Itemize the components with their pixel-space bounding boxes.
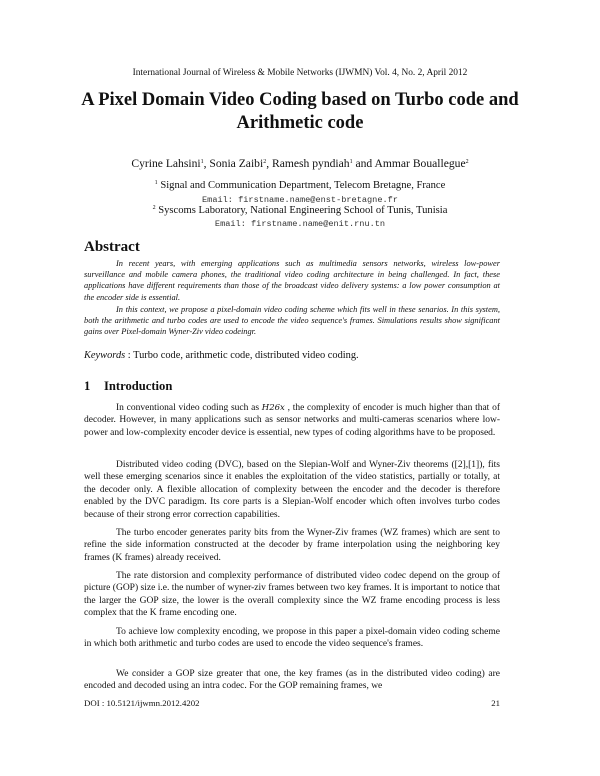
author-separator: and	[352, 157, 375, 170]
footer-doi: DOI : 10.5121/ijwmn.2012.4202	[84, 698, 200, 708]
affiliation-1-email: Email: firstname.name@enst-bretagne.fr	[202, 195, 398, 205]
affiliation-2-email: Email: firstname.name@enit.rnu.tn	[214, 219, 386, 229]
paper-title: A Pixel Domain Video Coding based on Turbo code and Arithmetic code	[81, 90, 519, 133]
intro-paragraph-1	[84, 402, 500, 439]
intro-paragraph-4: The rate distorsion and complexity performance of distributed video codec depend on the group of picture (GOP) size i.e. the number of wyner-ziv frames between two key frames. It is important to notice that the larger the GOP size, the lower is the overall complexity since the WZ frame encoding process is less complex that the K frame encoding one.	[84, 571, 500, 619]
affiliation-2	[0, 205, 600, 216]
journal-header: International Journal of Wireless & Mobile Networks (IJWMN) Vol. 4, No. 2, April 2012	[132, 68, 468, 78]
keywords-text: : Turbo code, arithmetic code, distributed video coding.	[125, 350, 359, 361]
affiliation-mark: 2	[152, 205, 156, 211]
affiliation-text: Signal and Communication Department, Telecom Bretagne, France	[160, 180, 446, 191]
section-title: Introduction	[104, 379, 173, 393]
author-affil-mark: 1	[200, 159, 204, 165]
affiliation-mark: 1	[154, 180, 158, 186]
affiliation-1	[0, 180, 600, 191]
intro-p1-after: , the complexity of encoder is much higher than that of decoder. However, in many applications such as sensor networks and multi-cameras scenarios where low-power and low-complexity encoder device is essential, new types of coding algorithms have to be proposed.	[84, 403, 500, 438]
intro-paragraph-6: We consider a GOP size greater that one, the key frames (as in the distributed video coding) are encoded and decoded using an intra codec. For the GOP remaining frames, we	[84, 669, 500, 692]
keywords-label: Keywords	[84, 350, 126, 361]
author-separator: ,	[203, 157, 210, 170]
intro-paragraph-3: The turbo encoder generates parity bits from the Wyner-Ziv frames (WZ frames) which are sent to refine the side information constructed at the decoder by frame interpolation using the neighboring key frames (K frames) already received.	[84, 528, 500, 563]
abstract-paragraph-1: In recent years, with emerging applications such as multimedia sensors networks, wireless low-power surveillance and mobile camera phones, the traditional video coding architecture in being challenged. In fact, these applications have different requirements than those of the broadcast video delivery systems: a low power consumption at the encoder side is essential.	[84, 259, 500, 302]
author-name: Sonia Zaibi	[209, 157, 264, 170]
intro-paragraph-5: To achieve low complexity encoding, we propose in this paper a pixel-domain video coding scheme in which both arithmetic and turbo codes are used to encode the video sequence's frames.	[84, 627, 500, 650]
codec-symbol: H26x	[261, 403, 285, 413]
author-affil-mark: 2	[465, 159, 469, 165]
author-name: Cyrine Lahsini	[131, 157, 201, 170]
author-separator: ,	[266, 157, 272, 170]
author-affil-mark: 1	[349, 159, 353, 165]
author-name: Ramesh pyndiah	[271, 157, 350, 170]
abstract-heading: Abstract	[84, 239, 140, 255]
abstract-paragraph-2: In this context, we propose a pixel-domain video coding scheme which fits well in these senarios. In this system, both the arithmetic and turbo codes are used to encode the video sequence's frames. Simulations results show significant gains over Pixel-domain Wyner-Ziv video codeingr.	[84, 305, 500, 337]
author-list	[0, 157, 600, 170]
page-number: 21	[491, 698, 500, 708]
intro-paragraph-2: Distributed video coding (DVC), based on the Slepian-Wolf and Wyner-Ziv theorems ([2],[1]), fits well these emerging scenarios since it enables the exploitation of the video statistics, partially or totally, at the decoder only. A flexible allocation of complexity between the encoder and the decoder is therefore enabled by the DVC paradigm. Its core parts is a Slepian-Wolf encoder which often involves turbo codes because of their strong error correction capabilities.	[84, 460, 500, 520]
author-name: Ammar Bouallegue	[374, 157, 466, 170]
affiliation-text: Syscoms Laboratory, National Engineering School of Tunis, Tunisia	[158, 205, 448, 216]
section-heading-introduction	[84, 379, 172, 394]
keywords-line	[84, 350, 500, 361]
section-number: 1	[84, 379, 91, 393]
intro-p1-before: In conventional video coding such as	[116, 403, 262, 413]
author-affil-mark: 2	[263, 159, 267, 165]
